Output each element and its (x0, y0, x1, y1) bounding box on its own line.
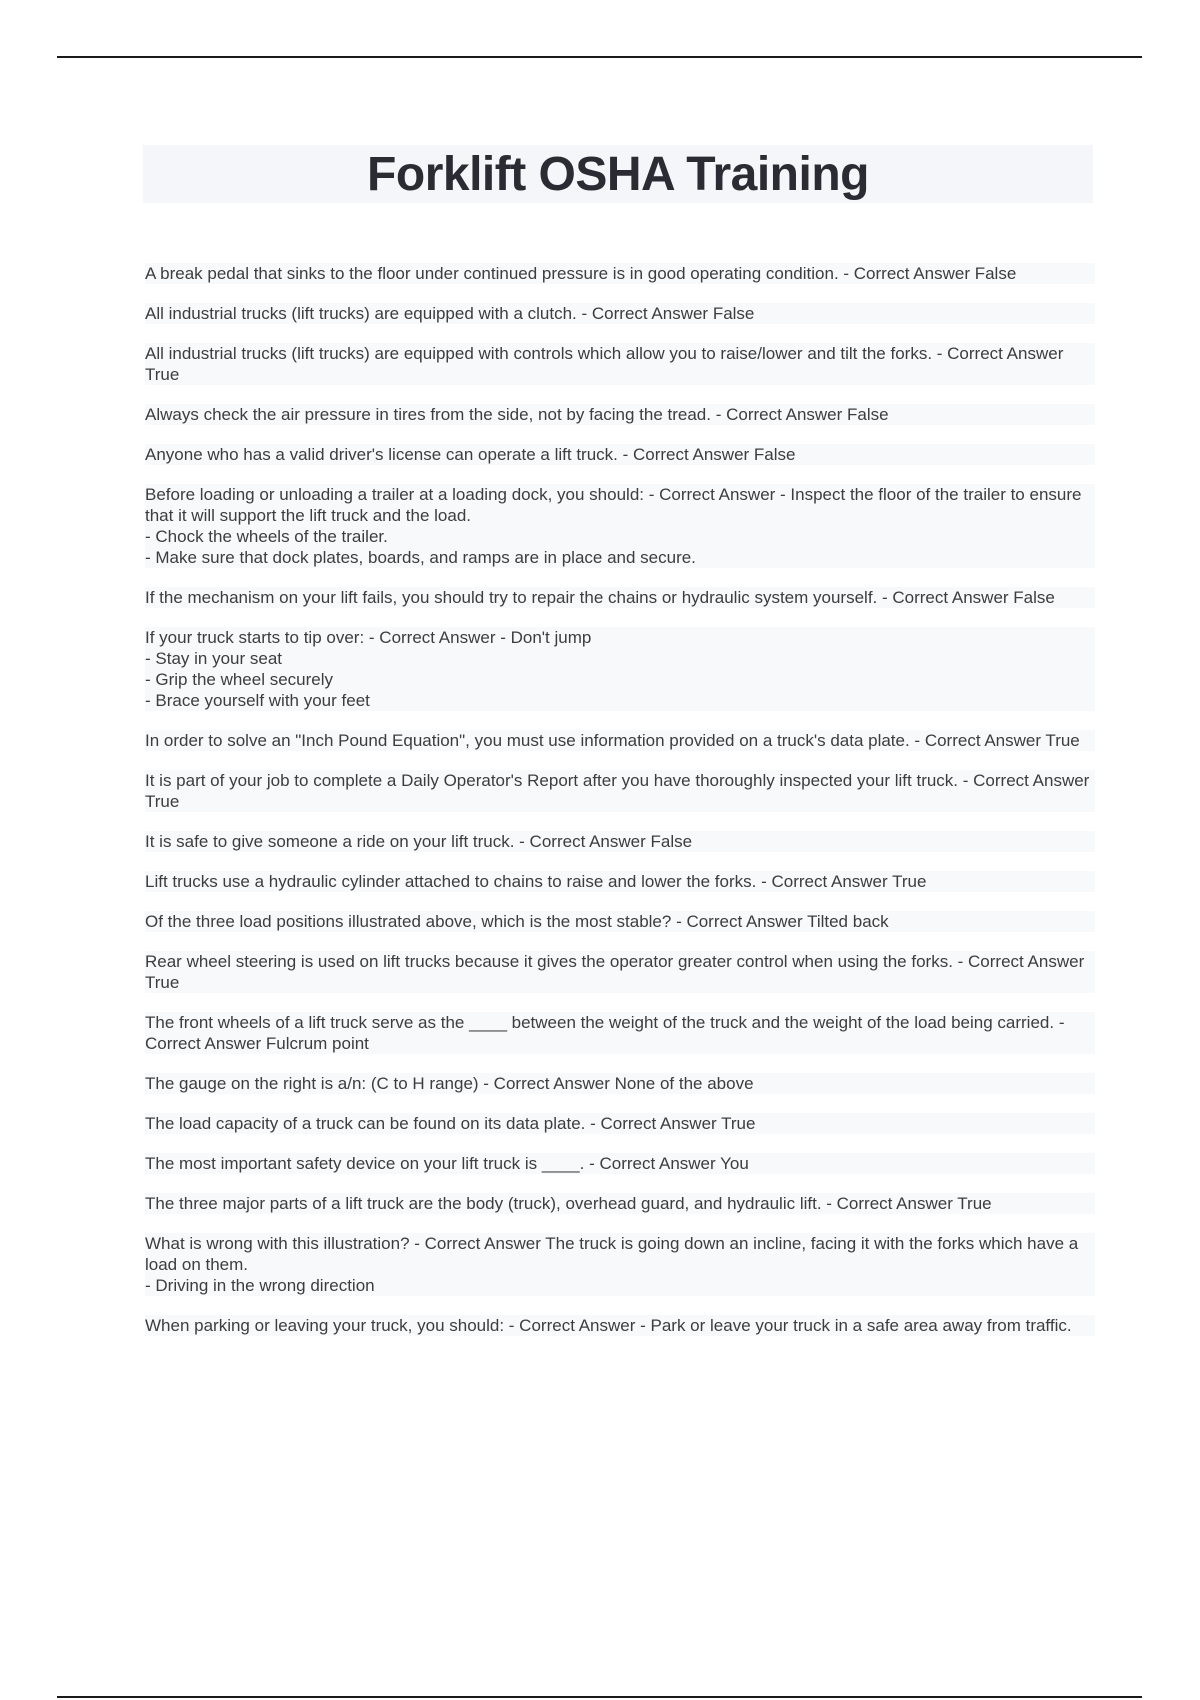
qa-line: - Make sure that dock plates, boards, and ramps are in place and secure. (145, 548, 696, 567)
qa-line: It is part of your job to complete a Daily Operator's Report after you have thoroughly inspected your lift truck. - Correct Answer True (145, 771, 1090, 811)
qa-line: When parking or leaving your truck, you should: - Correct Answer - Park or leave your truck in a safe area away from traffic. (145, 1316, 1072, 1335)
qa-line: In order to solve an "Inch Pound Equation", you must use information provided on a truck's data plate. - Correct Answer True (145, 731, 1080, 750)
bottom-rule (57, 1696, 1142, 1698)
qa-line: The gauge on the right is a/n: (C to H range) - Correct Answer None of the above (145, 1074, 754, 1093)
qa-line: - Stay in your seat (145, 649, 283, 668)
qa-line: - Chock the wheels of the trailer. (145, 527, 388, 546)
qa-line: A break pedal that sinks to the floor under continued pressure is in good operating condition. - Correct Answer False (145, 264, 1017, 283)
top-rule (57, 56, 1142, 58)
qa-item (145, 1315, 1095, 1336)
qa-item (145, 1073, 1095, 1094)
qa-item (145, 911, 1095, 932)
qa-line: Rear wheel steering is used on lift trucks because it gives the operator greater control when using the forks. - Correct Answer True (145, 952, 1085, 992)
qa-item (145, 1012, 1095, 1054)
qa-line: What is wrong with this illustration? - Correct Answer The truck is going down an incline, facing it with the forks which have a load on them. (145, 1234, 1079, 1274)
qa-line: Before loading or unloading a trailer at a loading dock, you should: - Correct Answer - Inspect the floor of the trailer to ensure that it will support the lift truck and the load. (145, 485, 1082, 525)
qa-item (145, 263, 1095, 284)
qa-item (145, 871, 1095, 892)
document-title: Forklift OSHA Training (367, 147, 869, 201)
qa-item (145, 627, 1095, 711)
qa-item (145, 951, 1095, 993)
qa-item (145, 831, 1095, 852)
qa-line: The load capacity of a truck can be found on its data plate. - Correct Answer True (145, 1114, 756, 1133)
qa-line: If the mechanism on your lift fails, you should try to repair the chains or hydraulic system yourself. - Correct Answer False (145, 588, 1055, 607)
qa-line: It is safe to give someone a ride on your lift truck. - Correct Answer False (145, 832, 693, 851)
qa-item (145, 343, 1095, 385)
title-band (143, 145, 1093, 203)
qa-item (145, 587, 1095, 608)
qa-item (145, 770, 1095, 812)
qa-item (145, 1113, 1095, 1134)
qa-line: The three major parts of a lift truck are the body (truck), overhead guard, and hydraulic lift. - Correct Answer True (145, 1194, 992, 1213)
qa-line: If your truck starts to tip over: - Correct Answer - Don't jump (145, 628, 592, 647)
qa-line: - Brace yourself with your feet (145, 691, 370, 710)
qa-item (145, 730, 1095, 751)
qa-line: The front wheels of a lift truck serve as the ____ between the weight of the truck and the weight of the load being carried. - Correct Answer Fulcrum point (145, 1013, 1065, 1053)
qa-line: The most important safety device on your lift truck is ____. - Correct Answer You (145, 1154, 749, 1173)
qa-line: Anyone who has a valid driver's license can operate a lift truck. - Correct Answer False (145, 445, 796, 464)
qa-item (145, 1193, 1095, 1214)
qa-list (145, 263, 1095, 1355)
qa-line: Lift trucks use a hydraulic cylinder attached to chains to raise and lower the forks. - Correct Answer True (145, 872, 927, 891)
qa-line: All industrial trucks (lift trucks) are equipped with a clutch. - Correct Answer False (145, 304, 755, 323)
qa-item (145, 303, 1095, 324)
qa-line: Always check the air pressure in tires from the side, not by facing the tread. - Correct Answer False (145, 405, 889, 424)
qa-item (145, 1233, 1095, 1296)
qa-item (145, 444, 1095, 465)
qa-item (145, 1153, 1095, 1174)
qa-line: Of the three load positions illustrated above, which is the most stable? - Correct Answer Tilted back (145, 912, 889, 931)
qa-line: - Driving in the wrong direction (145, 1276, 375, 1295)
qa-line: All industrial trucks (lift trucks) are equipped with controls which allow you to raise/lower and tilt the forks. - Correct Answer True (145, 344, 1064, 384)
qa-item (145, 484, 1095, 568)
qa-item (145, 404, 1095, 425)
qa-line: - Grip the wheel securely (145, 670, 334, 689)
